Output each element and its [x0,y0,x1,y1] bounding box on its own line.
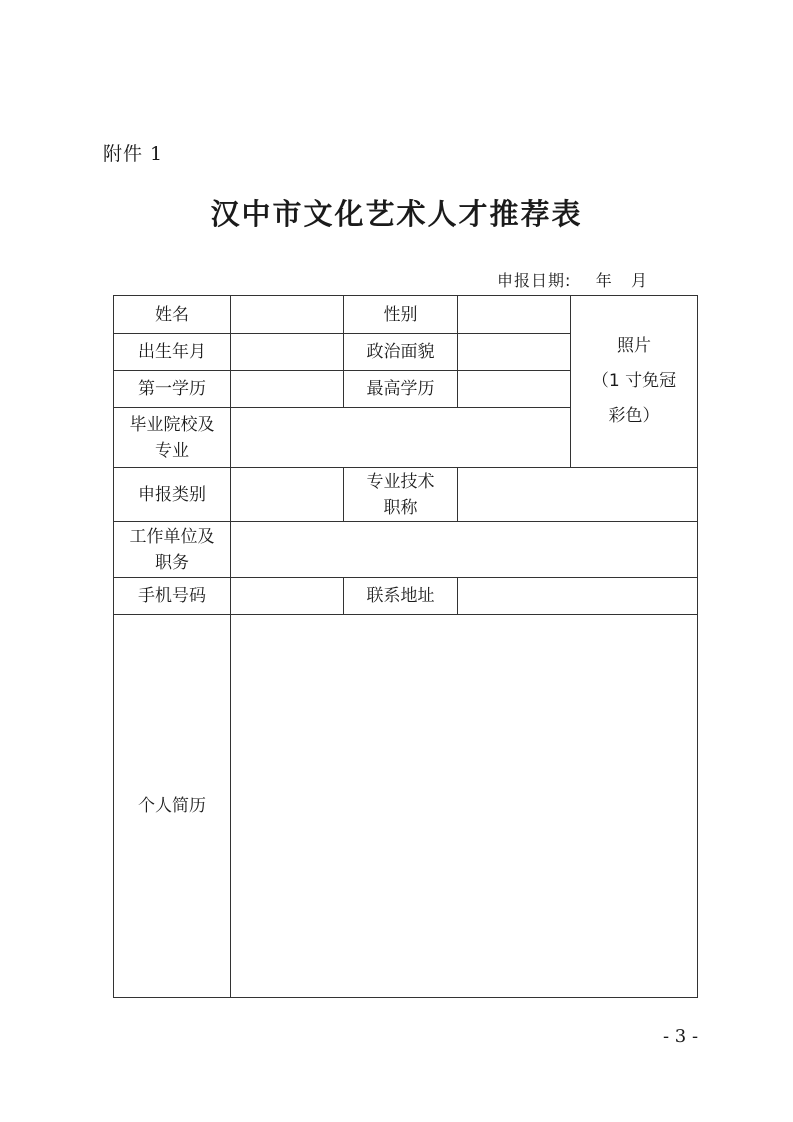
school-label-line2: 专业 [155,440,189,461]
name-field[interactable] [231,296,344,334]
work-label-line1: 工作单位及 [129,526,215,547]
name-label: 姓名 [114,296,231,334]
tech-title-label [344,468,458,522]
tech-title-line1: 专业技术 [366,471,435,492]
highest-edu-field[interactable] [458,371,571,408]
school-field[interactable] [231,408,571,468]
school-label [114,408,231,468]
gender-label: 性别 [344,296,458,334]
form-title: 汉中市文化艺术人才推荐表 [210,197,583,231]
address-field[interactable] [458,578,698,615]
work-field[interactable] [231,522,698,578]
photo-box[interactable] [571,296,698,468]
highest-edu-label: 最高学历 [344,371,458,408]
category-label: 申报类别 [114,468,231,522]
phone-field[interactable] [231,578,344,615]
work-label-line2: 职务 [155,552,189,573]
first-edu-label: 第一学历 [114,371,231,408]
phone-label: 手机号码 [114,578,231,615]
political-field[interactable] [458,334,571,371]
attachment-label: 附件 1 [103,143,164,165]
work-label [114,522,231,578]
category-field[interactable] [231,468,344,522]
gender-field[interactable] [458,296,571,334]
photo-color-note: 彩色） [608,406,660,426]
photo-spec: （1 寸免冠 [591,371,677,391]
resume-label: 个人简历 [114,615,231,998]
birth-field[interactable] [231,334,344,371]
report-date: 申报日期: 年 月 [497,271,648,290]
address-label: 联系地址 [344,578,458,615]
first-edu-field[interactable] [231,371,344,408]
tech-title-field[interactable] [458,468,698,522]
school-label-line1: 毕业院校及 [129,414,215,435]
resume-field[interactable] [231,615,698,998]
birth-label: 出生年月 [114,334,231,371]
political-label: 政治面貌 [344,334,458,371]
photo-label: 照片 [617,336,651,356]
page-number: - 3 - [663,1026,699,1047]
recommendation-form-table [113,295,698,998]
tech-title-line2: 职称 [383,497,418,518]
